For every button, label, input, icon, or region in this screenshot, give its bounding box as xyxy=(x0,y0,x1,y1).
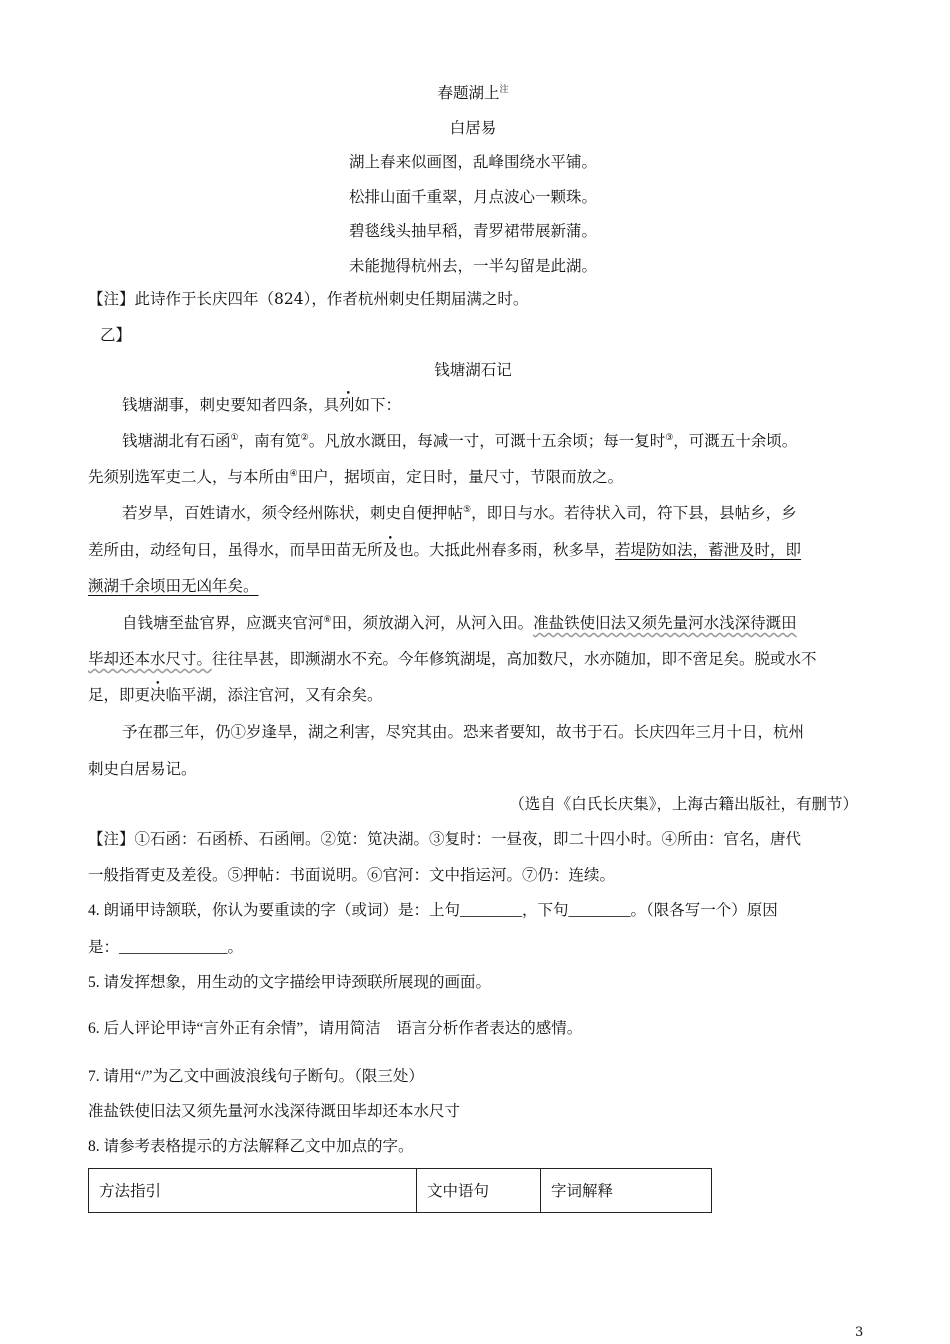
poem-note: 【注】此诗作于长庆四年（824），作者杭州刺史任期届满之时。 xyxy=(88,290,529,308)
text-span: 田户，据顷亩，定日时，量尺寸，节限而放之。 xyxy=(297,468,624,486)
question-7-text: 准盐铁使旧法又须先量河水浅深待溉田毕却还本水尺寸 xyxy=(88,1103,461,1120)
underlined-text: 若堤防如法，蓄泄及时，即 xyxy=(615,541,802,559)
question-8: 8. 请参考表格提示的方法解释乙文中加点的字。 xyxy=(88,1138,414,1155)
poem-line-3: 碧毯线头抽早稻，青罗裙带展新蒲。 xyxy=(348,222,597,240)
poem-line-1: 湖上春来似画图，乱峰围绕水平铺。 xyxy=(348,153,597,171)
footnote-mark: ⑥ xyxy=(323,614,332,625)
question-5: 5. 请发挥想象，用生动的文字描绘甲诗颈联所展现的画面。 xyxy=(88,974,492,991)
essay-source: （选自《白氏长庆集》，上海古籍出版社，有删节） xyxy=(509,795,858,813)
footnote-mark: ④ xyxy=(289,468,298,479)
poem-title-text: 春题湖上 xyxy=(437,84,500,102)
text-span: 若岁旱，百姓请水，须令经州陈状，刺史自便押帖 xyxy=(122,504,464,522)
text-span: ，即日与水。若待状入司，符下县，县帖乡，乡 xyxy=(471,504,797,522)
poem-line-4: 未能抛得杭州去，一半勾留是此湖。 xyxy=(348,257,597,275)
text-span: 先须别选军吏二人，与本所由 xyxy=(88,468,290,486)
poem-title xyxy=(88,82,858,104)
table-header-explanation: 字词解释 xyxy=(541,1169,712,1213)
dotted-char: 决 xyxy=(150,686,166,704)
text-span: 钱塘湖事，刺史要知者四条， xyxy=(122,396,324,414)
essay-paragraph-5-line-2: 刺史白居易记。 xyxy=(88,760,197,778)
question-6: 6. 后人评论甲诗“言外正有余情”，请用简洁 语言分析作者表达的感情。 xyxy=(88,1020,583,1037)
essay-paragraph-3-line-2 xyxy=(88,539,858,561)
text-span: 也。大抵此州春多雨，秋多旱， xyxy=(398,541,616,559)
poem-title-note: 注 xyxy=(499,84,509,95)
table-header-sentence: 文中语句 xyxy=(417,1169,541,1213)
essay-paragraph-4-line-2 xyxy=(88,648,858,670)
method-table xyxy=(88,1168,712,1213)
table-row xyxy=(89,1169,712,1213)
dotted-char: 具 xyxy=(323,396,340,414)
dotted-char: 及 xyxy=(382,541,399,559)
text-span: 列如下： xyxy=(339,396,402,414)
essay-title: 钱塘湖石记 xyxy=(434,361,512,379)
footnote-mark: ① xyxy=(230,432,239,443)
essay-paragraph-1 xyxy=(88,394,858,416)
essay-paragraph-5-line-1: 予在郡三年，仍①岁逢旱，湖之利害，尽究其由。恐来者要知，故书于石。长庆四年三月十日，杭州 xyxy=(122,723,805,741)
essay-note-line-1: 【注】①石函：石函桥、石函闸。②笕：笕决湖。③复时：一昼夜，即二十四小时。④所由：官名，唐代 xyxy=(88,830,802,848)
text-span: 往往旱甚，即濒湖水不充。今年修筑湖堤，高加数尺，水亦随加，即不啻足矣。脱或水不 xyxy=(212,650,817,668)
underlined-text: 濒湖千余顷田无凶年矣。 xyxy=(88,577,259,595)
poem-author: 白居易 xyxy=(449,119,497,137)
footnote-mark: ③ xyxy=(665,432,674,443)
text-span: ，南有笕 xyxy=(238,432,301,450)
essay-paragraph-3-line-1 xyxy=(88,502,858,524)
text-span: 临平湖，添注官河，又有余矣。 xyxy=(165,686,383,704)
text-span: 差所由，动经旬日，虽得水，而旱田苗无所 xyxy=(88,541,383,559)
question-7: 7. 请用“/”为乙文中画波浪线句子断句。（限三处） xyxy=(88,1068,424,1085)
section-yi-label: 乙】 xyxy=(100,326,132,344)
essay-paragraph-4-line-3 xyxy=(88,684,858,706)
poem-line-2: 松排山面千重翠，月点波心一颗珠。 xyxy=(348,188,597,206)
essay-paragraph-2-line-2 xyxy=(88,466,858,488)
essay-paragraph-3-line-3 xyxy=(88,575,858,597)
text-span: 自钱塘至盐官界，应溉夹官河 xyxy=(122,614,324,632)
text-span: 钱塘湖北有石函 xyxy=(122,432,231,450)
question-4-line-2: 是：______________。 xyxy=(88,939,244,956)
essay-paragraph-2-line-1 xyxy=(88,430,858,452)
wavy-underlined-text: 准盐铁使旧法又须先量河水浅深待溉田 xyxy=(533,614,797,632)
wavy-underlined-text: 毕却还本水尺寸。 xyxy=(88,650,213,668)
page-number: 3 xyxy=(855,1325,864,1340)
table-header-method: 方法指引 xyxy=(89,1169,417,1213)
question-4-line-1: 4. 朗诵甲诗颔联，你认为要重读的字（或词）是：上句________，下句________。（限各写一个）原因 xyxy=(88,902,778,919)
footnote-mark: ⑤ xyxy=(463,504,472,515)
text-span: 田，须放湖入河，从河入田。 xyxy=(331,614,534,632)
text-span: ，可溉五十余顷。 xyxy=(673,432,798,450)
essay-paragraph-4-line-1 xyxy=(88,612,858,634)
essay-note-line-2: 一般指胥吏及差役。⑤押帖：书面说明。⑥官河：文中指运河。⑦仍：连续。 xyxy=(88,866,616,884)
footnote-mark: ② xyxy=(300,432,309,443)
text-span: 。凡放水溉田，每减一寸，可溉十五余顷；每一复时 xyxy=(308,432,666,450)
text-span: 足，即更 xyxy=(88,686,151,704)
